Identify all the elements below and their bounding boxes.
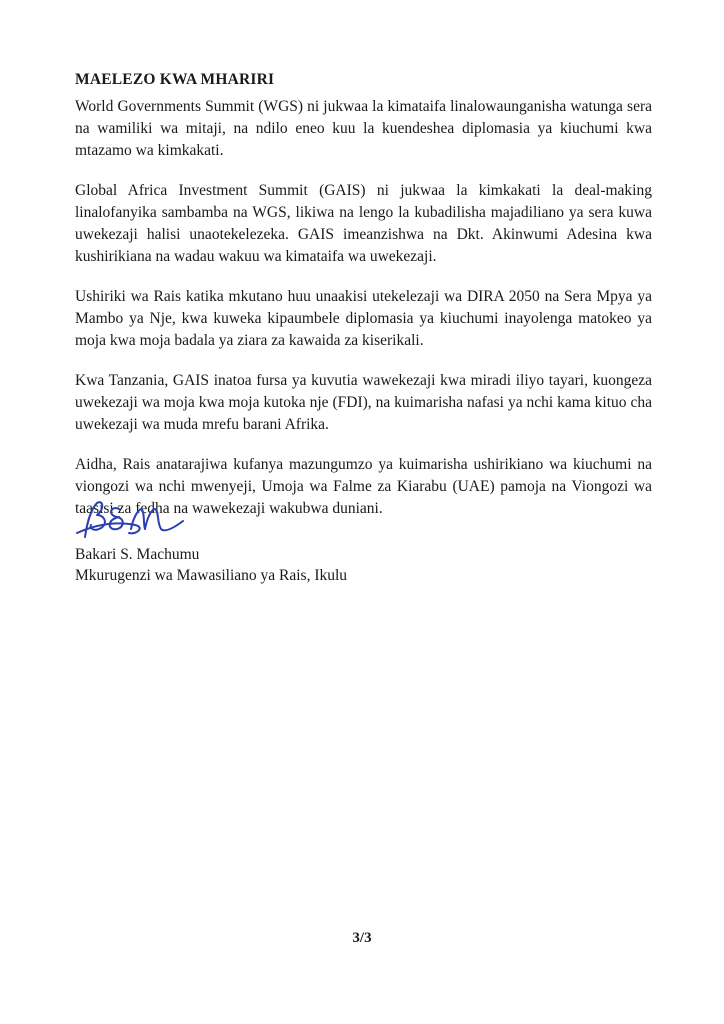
paragraph-talks: Aidha, Rais anatarajiwa kufanya mazungumzo ya kuimarisha ushirikiano wa kiuchumi na viongozi wa nchi mwenyeji, Umoja wa Falme za Kiarabu (UAE) pamoja na Viongozi wa taasisi za fedha na wawekezaji wakubwa duniani. [75, 456, 652, 517]
handwritten-signature [75, 495, 205, 545]
signatory-name: Bakari S. Machumu [75, 546, 200, 563]
section-heading: MAELEZO KWA MHARIRI [75, 71, 275, 88]
paragraph-wgs: World Governments Summit (WGS) ni jukwaa la kimataifa linalowaunganisha watunga sera na wamiliki wa mitaji, na ndilo eneo kuu la kuendeshea diplomasia ya kiuchumi kwa mtazamo wa kimkakati. [75, 98, 652, 159]
signatory-title: Mkurugenzi wa Mawasiliano ya Rais, Ikulu [75, 567, 348, 584]
paragraph-participation: Ushiriki wa Rais katika mkutano huu unaakisi utekelezaji wa DIRA 2050 na Sera Mpya ya Mambo ya Nje, kwa kuweka kipaumbele diplomasia ya kiuchumi inayolenga matokeo ya moja kwa moja badala ya ziara za kawaida za kiserikali. [75, 288, 652, 349]
page-number: 3/3 [352, 930, 372, 946]
paragraph-tanzania: Kwa Tanzania, GAIS inatoa fursa ya kuvutia wawekezaji kwa miradi iliyo tayari, kuongeza uwekezaji wa moja kwa moja kutoka nje (FDI), na kuimarisha nafasi ya nchi kama kituo cha uwekezaji wa muda mrefu barani Afrika. [75, 372, 652, 433]
document-body [75, 70, 652, 538]
paragraph-gais: Global Africa Investment Summit (GAIS) ni jukwaa la kimkakati la deal-making linalofanyika sambamba na WGS, likiwa na lengo la kubadilisha majadiliano ya sera kuwa uwekezaji halisi unaotekelezeka. GAIS imeanzishwa na Dkt. Akinwumi Adesina kwa kushirikiana na wadau wakuu wa kimataifa wa uwekezaji. [75, 182, 652, 265]
